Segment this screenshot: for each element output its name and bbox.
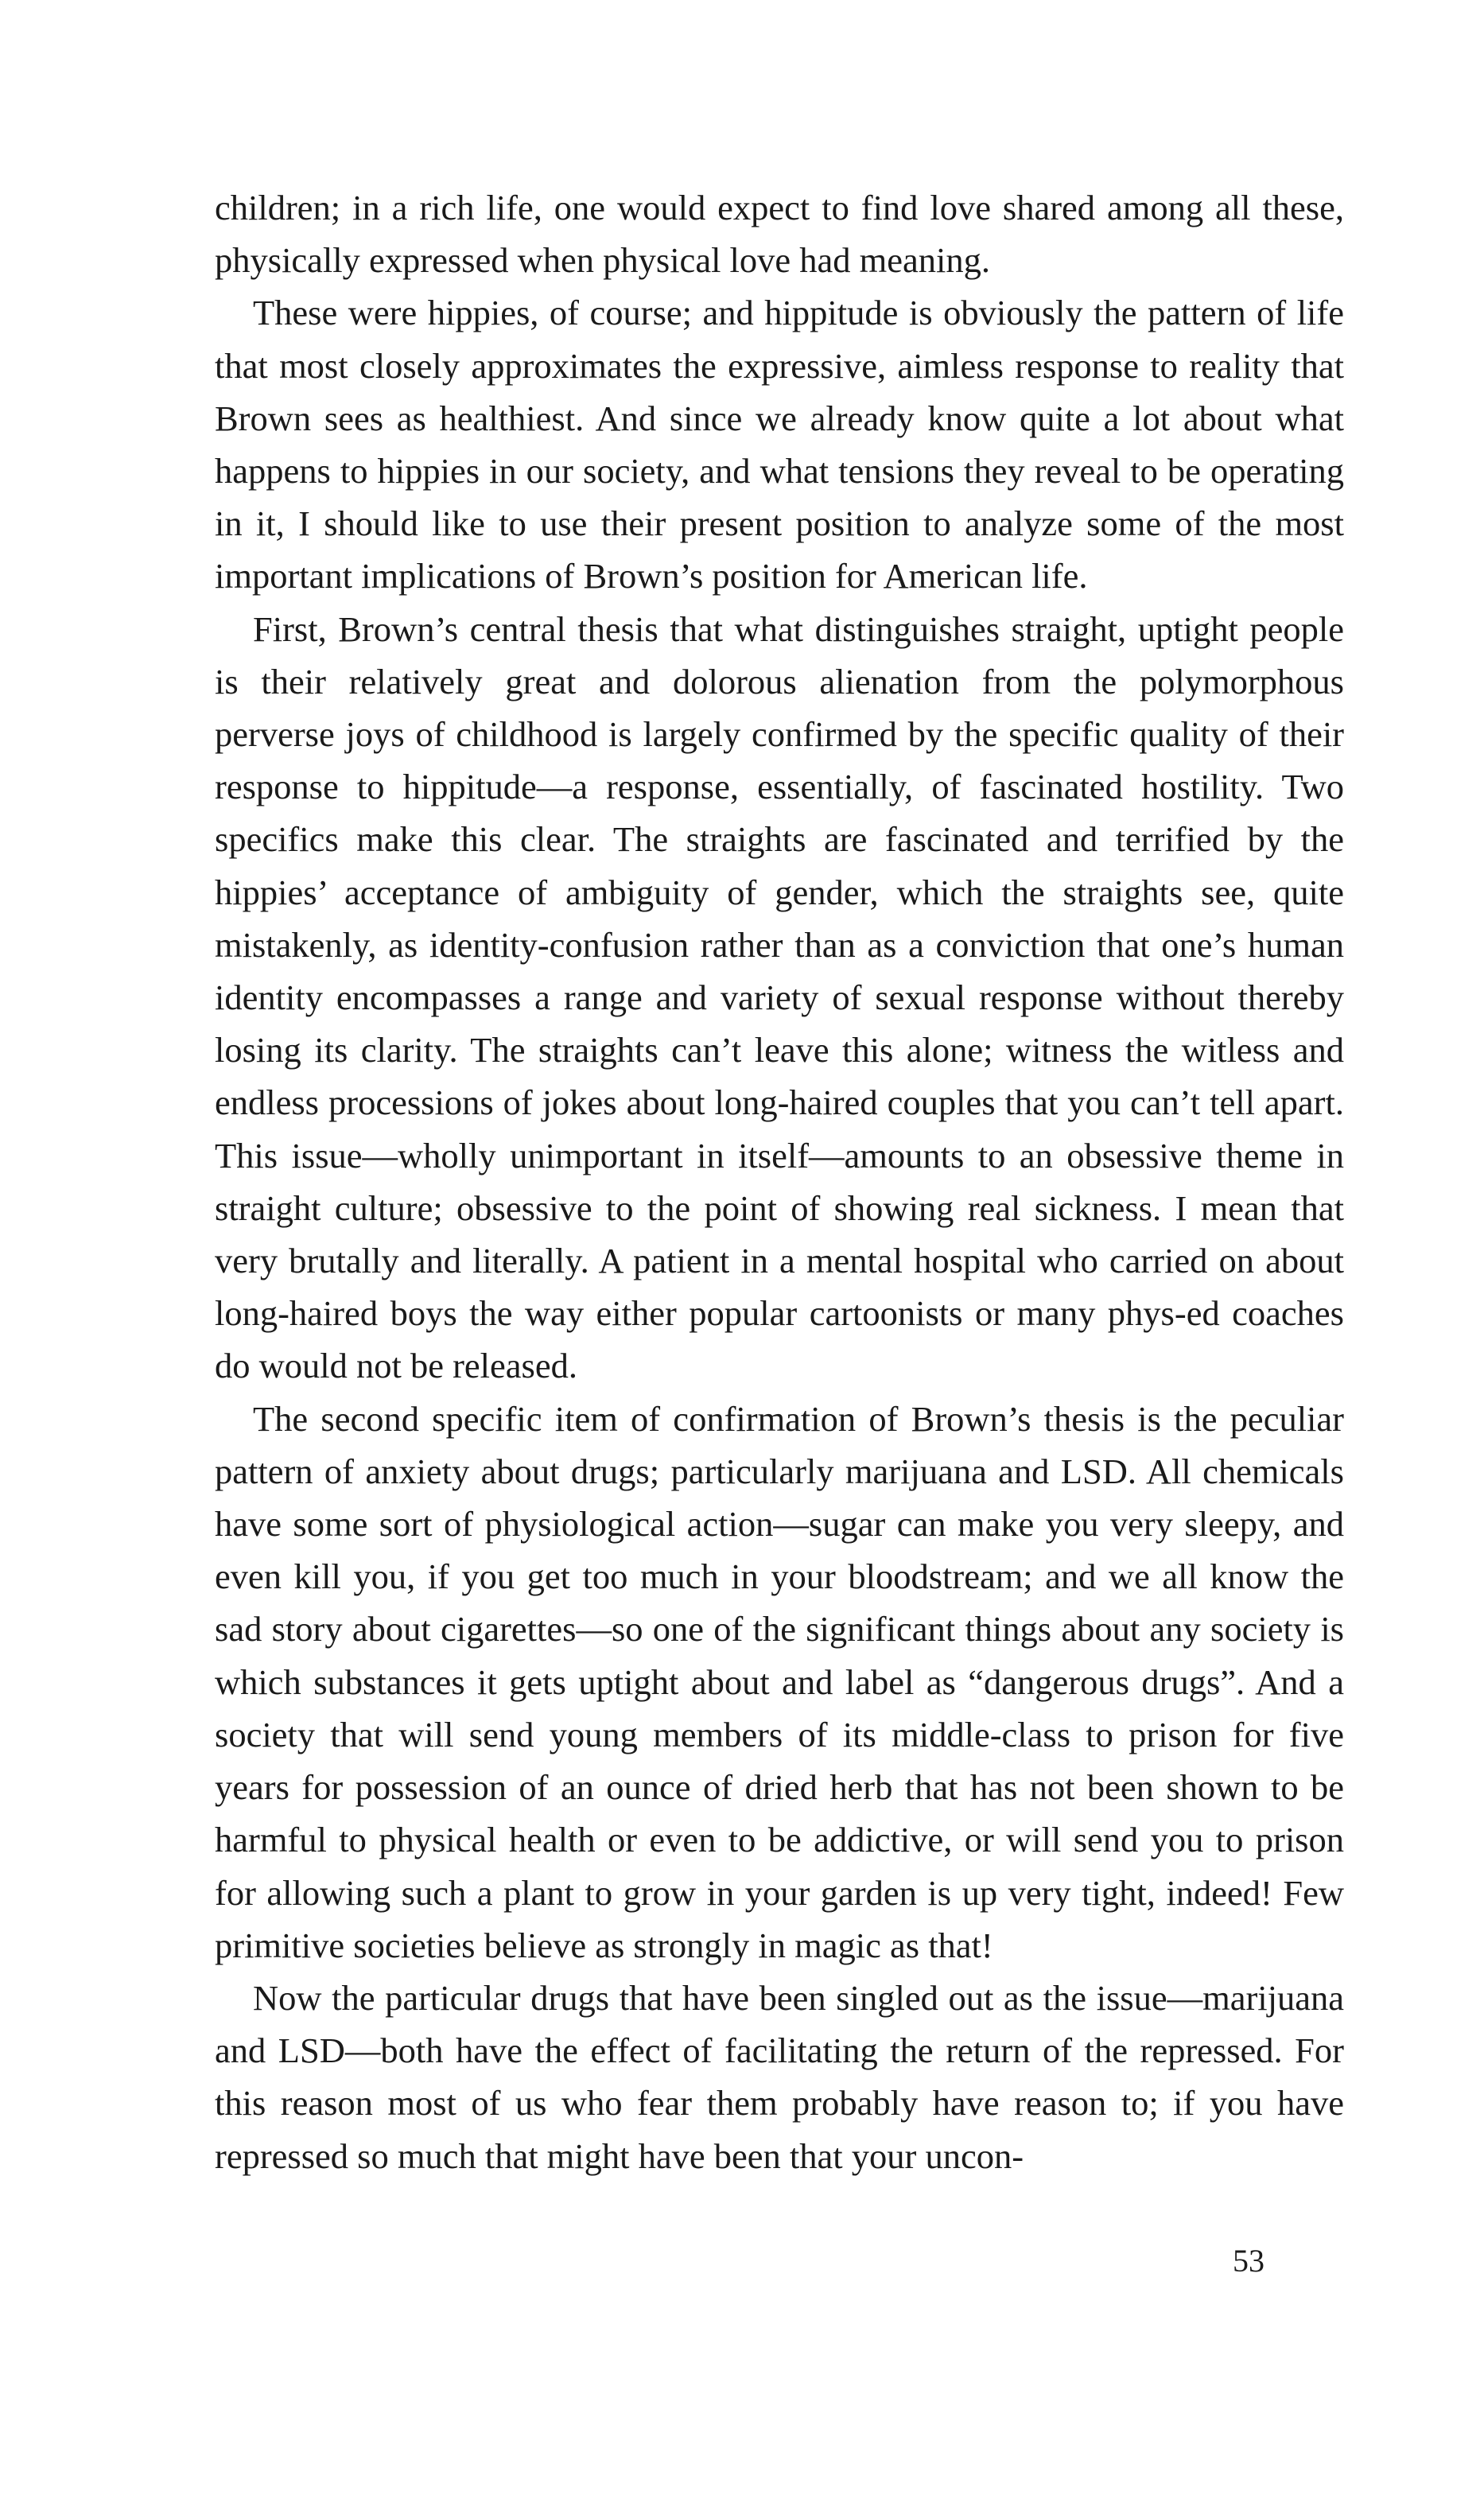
body-text bbox=[215, 181, 1344, 2182]
paragraph-particular-drugs: Now the particular drugs that have been singled out as the issue—marijuana and LSD—both have the effect of facilitating the return of the repressed. For this reason most of us who fear them probably have reason to; if you have repressed so much that might have been that your uncon- bbox=[215, 1977, 1344, 2176]
paragraph-first-thesis: First, Brown’s central thesis that what distinguishes straight, uptight people is their relatively great and dolorous alienation from the polymorphous perverse joys of childhood is largely confirmed by the specific quality of their response to hippitude—a response, essentially, of fascinated hostility. Two specifics make this clear. The straights are fascinated and terrified by the hippies’ acceptance of ambiguity of gender, which the straights see, quite mistakenly, as identity-confusion rather than as a conviction that one’s human identity encompasses a range and variety of sexual response without thereby losing its clarity. The straights can’t leave this alone; witness the witless and endless processions of jokes about long-haired couples that you can’t tell apart. This issue—wholly unimportant in itself—amounts to an obsessive theme in straight culture; obsessive to the point of showing real sickness. I mean that very brutally and literally. A patient in a mental hospital who carried on about long-haired boys the way either popular cartoonists or many phys-ed coaches do would not be released. bbox=[215, 608, 1344, 1386]
paragraph-second-item: The second specific item of confirmation of Brown’s thesis is the peculiar pattern of anxiety about drugs; particularly marijuana and LSD. All chemicals have some sort of physiological action—sugar can make you very sleepy, and even kill you, if you get too much in your bloodstream; and we all know the sad story about cigarettes—so one of the significant things about any society is which substances it gets uptight about and label as “dangerous drugs”. And a society that will send young members of its middle-class to prison for five years for possession of an ounce of dried herb that has not been shown to be harmful to physical health or even to be addictive, or will send you to prison for allowing such a plant to grow in your garden is up very tight, indeed! Few primitive societies believe as strongly in magic as that! bbox=[215, 1398, 1344, 1965]
page-number: 53 bbox=[1233, 2243, 1265, 2279]
paragraph-continued: children; in a rich life, one would expect to find love shared among all these, physically expressed when physical love had meaning. bbox=[215, 188, 1344, 281]
paragraph-hippies: These were hippies, of course; and hippitude is obviously the pattern of life that most closely approximates the expressive, aimless response to reality that Brown sees as healthiest. And since we already know quite a lot about what happens to hippies in our society, and what tensions they reveal to be operating in it, I should like to use their present position to analyze some of the most important implications of Brown’s position for American life. bbox=[215, 293, 1344, 596]
